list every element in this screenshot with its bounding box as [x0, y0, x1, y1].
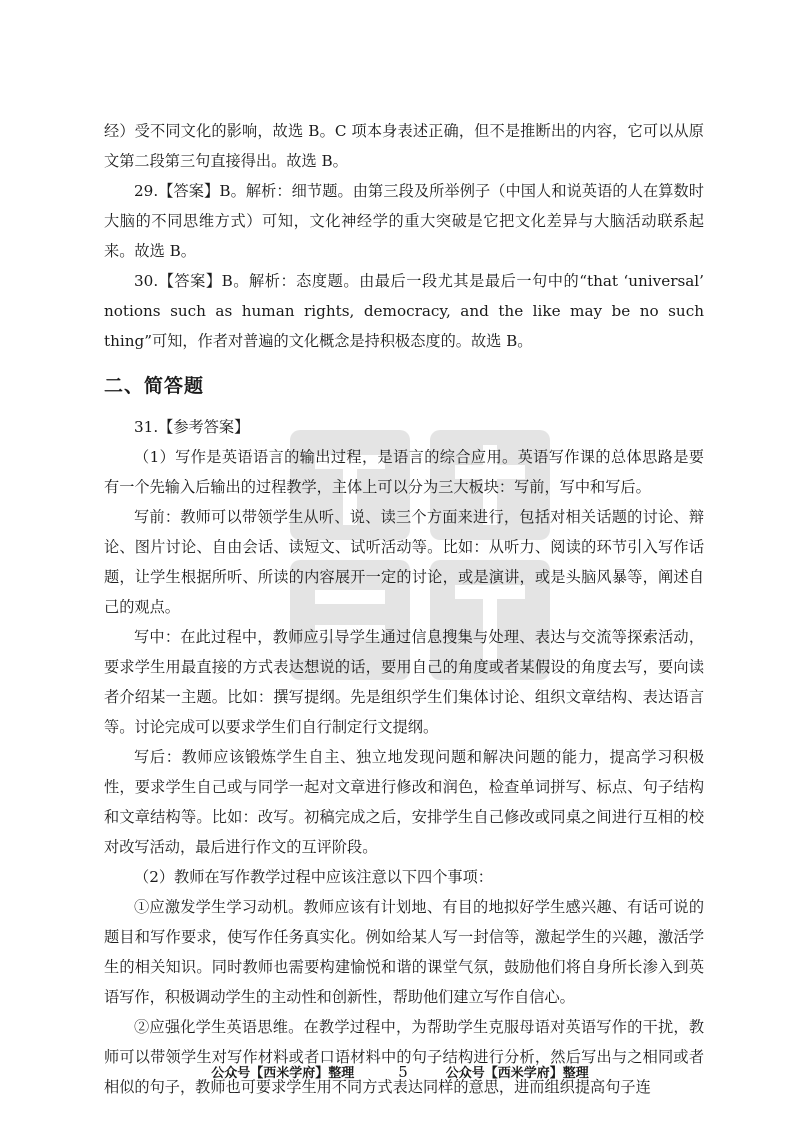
paragraph-answer-part-2: （2）教师在写作教学过程中应该注意以下四个事项：: [134, 868, 493, 886]
paragraph-point-2: ②应强化学生英语思维。在教学过程中，为帮助学生克服母语对英语写作的干扰，教师可以带领学生对写作材料或者口语材料中的句子结构进行分析，然后写出与之相同或者相似的句子，教师也可要求学生用不同方式表达同样的意思，进而组织提高句子连: [104, 1018, 704, 1096]
page-footer: [0, 1062, 800, 1081]
paragraph-while-writing: 写中：在此过程中，教师应引导学生通过信息搜集与处理、表达与交流等探索活动，要求学生用最直接的方式表达想说的话，要用自己的角度或者某假设的角度去写，要向读者介绍某一主题。比如：撰写提纲。先是组织学生们集体讨论、组织文章结构、表达语言等。讨论完成可以要求学生们自行制定行文提纲。: [104, 628, 704, 736]
paragraph-continued: 经）受不同文化的影响，故选 B。C 项本身表述正确，但不是推断出的内容，它可以从原文第二段第三句直接得出。故选 B。: [104, 122, 704, 170]
paragraph-answer-29: 29.【答案】B。解析：细节题。由第三段及所举例子（中国人和说英语的人在算数时大脑的不同思维方式）可知，文化神经学的重大突破是它把文化差异与大脑活动联系起来。故选 B。: [104, 182, 704, 260]
paragraph-point-1: ①应激发学生学习动机。教师应该有计划地、有目的地拟好学生感兴趣、有话可说的题目和写作要求，使写作任务真实化。例如给某人写一封信等，激起学生的兴趣，激活学生的相关知识。同时教师也需要构建愉悦和谐的课堂气氛，鼓励他们将自身所长渗入到英语写作，积极调动学生的主动性和创新性，帮助他们建立写作自信心。: [104, 898, 704, 1006]
section-heading: 二、简答题: [104, 375, 205, 397]
paragraph-pre-writing: 写前：教师可以带领学生从听、说、读三个方面来进行，包括对相关话题的讨论、辩论、图片讨论、自由会话、读短文、试听活动等。比如：从听力、阅读的环节引入写作话题，让学生根据所听、所读的内容展开一定的讨论，或是演讲，或是头脑风暴等，阐述自己的观点。: [104, 508, 704, 616]
paragraph-answer-30: 30.【答案】B。解析：态度题。由最后一段尤其是最后一句中的“that ‘universal’ notions such as human rights, democracy, and the like may be no such thing”可知，作者对普遍的文化概念是持积极态度的。故选 B。: [104, 272, 704, 350]
paragraph-answer-part-1: （1）写作是英语语言的输出过程，是语言的综合应用。英语写作课的总体思路是要有一个先输入后输出的过程教学，主体上可以分为三大板块：写前，写中和写后。: [104, 448, 704, 496]
main-content: [104, 116, 704, 1102]
paragraph-post-writing: 写后：教师应该锻炼学生自主、独立地发现问题和解决问题的能力，提高学习积极性，要求学生自己或与同学一起对文章进行修改和润色，检查单词拼写、标点、句子结构和文章结构等。比如：改写。初稿完成之后，安排学生自己修改或同桌之间进行互相的校对改写活动，最后进行作文的互评阶段。: [104, 748, 704, 856]
page-number: 5: [398, 1062, 408, 1081]
footer-left-text: 公众号【西米学府】整理: [211, 1066, 355, 1081]
footer-right-text: 公众号【西米学府】整理: [445, 1066, 589, 1081]
answer-label: 31.【参考答案】: [134, 418, 250, 436]
